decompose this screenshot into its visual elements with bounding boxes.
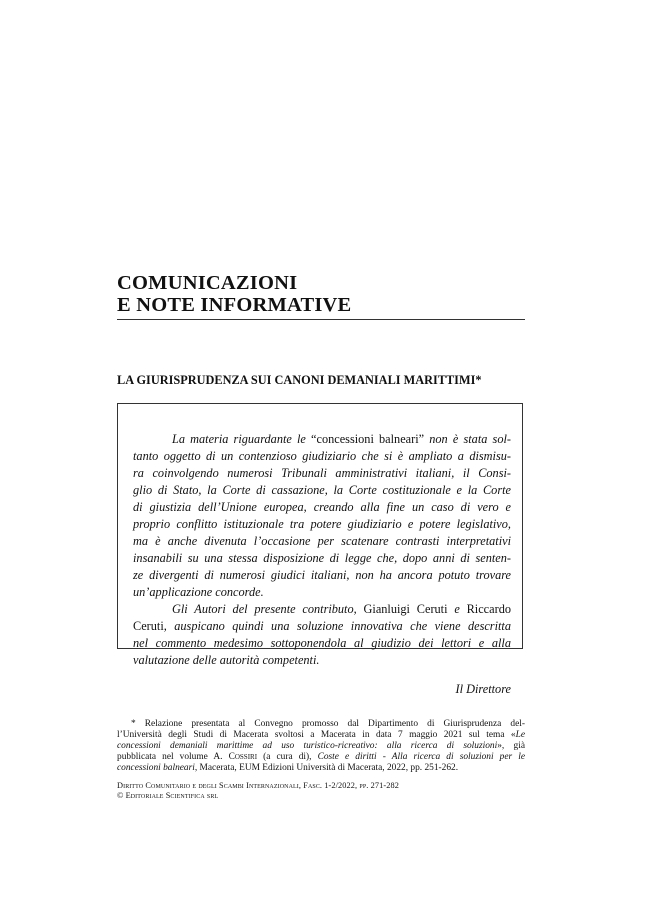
journal-citation: Diritto Comunitario e degli Scambi Internazionali, Fasc. 1-2/2022, pp. 271-282 xyxy=(117,781,399,790)
footnote-line: pubblicata nel volume A. Cossiri (a cura di), Coste e diritti - Alla ricerca di soluzioni per le xyxy=(117,752,525,762)
note-line: insanabili su una stessa disposizione di legge che, dopo anni di senten- xyxy=(133,551,511,565)
section-title-line-1: COMUNICAZIONI xyxy=(117,272,298,294)
note-line: valutazione delle autorità competenti. xyxy=(133,653,320,667)
section-divider xyxy=(117,319,525,320)
footnote-line: * Relazione presentata al Convegno promosso dal Dipartimento di Giurisprudenza del- xyxy=(131,719,525,729)
note-signature: Il Direttore xyxy=(455,682,511,696)
note-line: tanto oggetto di un contenzioso giudiziario che si è ampliato a dismisu- xyxy=(133,449,511,463)
note-line: Ceruti, auspicano quindi una soluzione innovativa che viene descritta xyxy=(133,619,511,633)
note-line: La materia riguardante le “concessioni balneari” non è stata sol- xyxy=(172,432,511,446)
footnote-line: l’Università degli Studi di Macerata svoltosi a Macerata in data 7 maggio 2021 sul tema «Le xyxy=(117,730,525,740)
footnote-line: concessioni balneari, Macerata, EUM Edizioni Università di Macerata, 2022, pp. 251-262. xyxy=(117,763,459,773)
note-line: ra coinvolgendo numerosi Tribunali amministrativi italiani, il Consi- xyxy=(133,466,511,480)
publisher-copyright: © Editoriale Scientifica srl xyxy=(117,791,219,800)
note-line: glio di Stato, la Corte di cassazione, la Corte costituzionale e la Corte xyxy=(133,483,511,497)
footnote-line: concessioni demaniali marittime ad uso turistico-ricreativo: alla ricerca di soluzioni», già xyxy=(117,741,525,751)
note-line: un’applicazione concorde. xyxy=(133,585,264,599)
section-title xyxy=(117,272,537,316)
note-line: ze divergenti di numerosi giudici italiani, non ha ancora potuto trovare xyxy=(133,568,511,582)
section-title-line-2: E NOTE INFORMATIVE xyxy=(117,294,352,316)
note-line: di giustizia dell’Unione europea, creando alla fine un caso di vero e xyxy=(133,500,511,514)
note-line: ma è anche divenuta l’occasione per scatenare contrasti interpretativi xyxy=(133,534,511,548)
note-line: Gli Autori del presente contributo, Gianluigi Ceruti e Riccardo xyxy=(172,602,511,616)
note-line: proprio conflitto istituzionale tra potere giudiziario e potere legislativo, xyxy=(133,517,511,531)
article-title: LA GIURISPRUDENZA SUI CANONI DEMANIALI MARITTIMI* xyxy=(117,373,482,387)
note-line: nel commento medesimo sottoponendola al giudizio dei lettori e alla xyxy=(133,636,511,650)
